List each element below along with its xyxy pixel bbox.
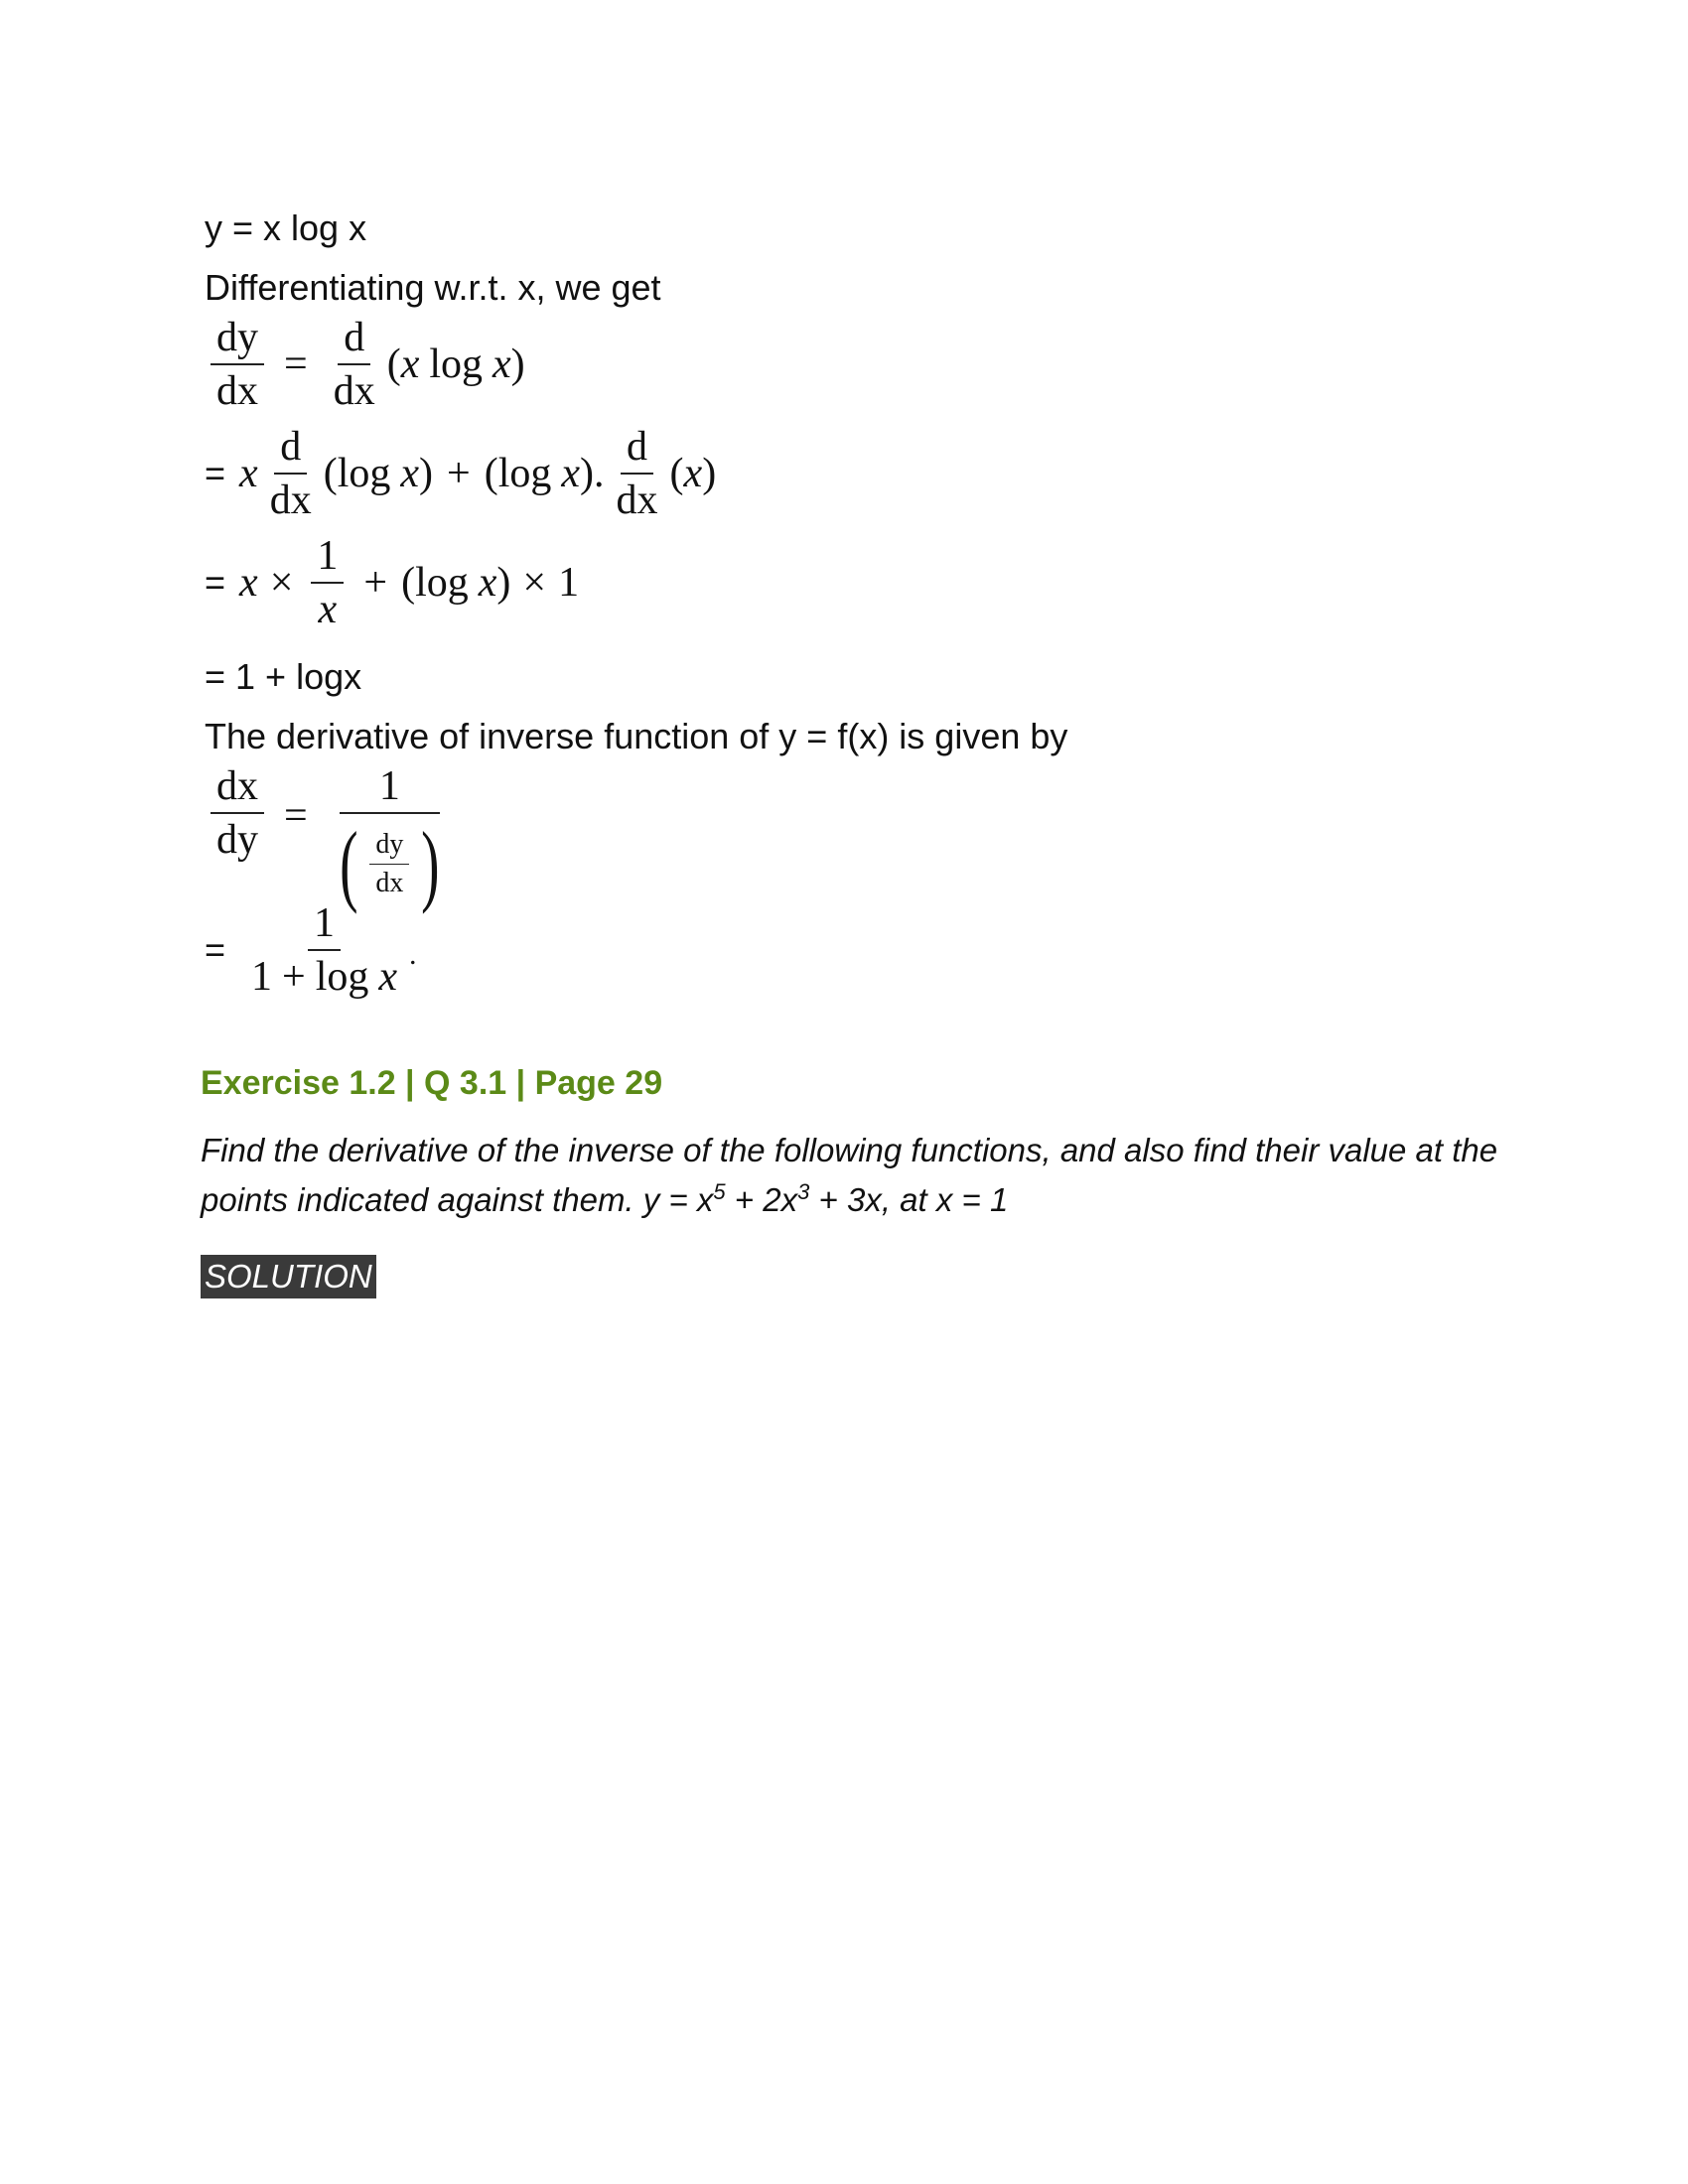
fraction-d-dx: $\frac{d}{dx}$ (616, 424, 658, 524)
result-1-plus-logx: = 1 + logx (205, 656, 362, 697)
question-equation: $y = x^5 + 2x^3 + 3x$, at x = 1 (642, 1179, 1009, 1218)
final-result: = $\frac{1}{\text{1 + log x}}$ . (205, 900, 417, 1001)
exercise-heading: Exercise 1.2 | Q 3.1 | Page 29 (201, 1064, 663, 1102)
equals-sign: = (284, 341, 308, 388)
step-dy-dx: $\frac{dy}{dx}$ = $\frac{d}{dx}$ ( x log x ) (205, 316, 525, 413)
fraction-d-dx: $\frac{d}{dx}$ (333, 315, 375, 415)
inverse-function-text: The derivative of inverse function of y = f(x) is given by (205, 716, 1068, 756)
equation-y-equals-xlogx: y = x log x (205, 207, 367, 248)
fraction-dy-dx-small: $\frac{dy}{dx}$ (369, 830, 409, 897)
differentiating-text: Differentiating w.r.t. x, we get (205, 267, 661, 308)
fraction-1-over-1-plus-logx: $\frac{1}{\text{1 + log x}}$ (251, 900, 398, 1001)
fraction-d-dx: $\frac{d}{dx}$ (269, 424, 312, 524)
step-simplify: = x × $\frac{1}{x}$ + ( log x ) × 1 (205, 533, 580, 633)
solution-button[interactable]: SOLUTION (201, 1255, 376, 1298)
inverse-derivative-formula: $\frac{dx}{dy}$ = 1 ( $\frac{dy}{dx}$ ) (205, 764, 458, 909)
fraction-1-over-dydx: 1 ( $\frac{dy}{dx}$ ) (339, 763, 440, 915)
step-product-rule: = x $\frac{d}{dx}$ ( log x ) + ( log x ) . $\frac{d}{dx}$ ( x ) (205, 424, 717, 524)
question-text: Find the derivative of the inverse of the following functions, and also find their value at the points indicated against them. $y = x^5 + 2x^3 + 3x$, at x = 1 (201, 1132, 1498, 1218)
fraction-1-over-x: $\frac{1}{x}$ (311, 534, 344, 631)
fraction-dy-dx: $\frac{dy}{dx}$ (211, 316, 264, 413)
fraction-dx-dy: $\frac{dx}{dy}$ (211, 764, 264, 862)
